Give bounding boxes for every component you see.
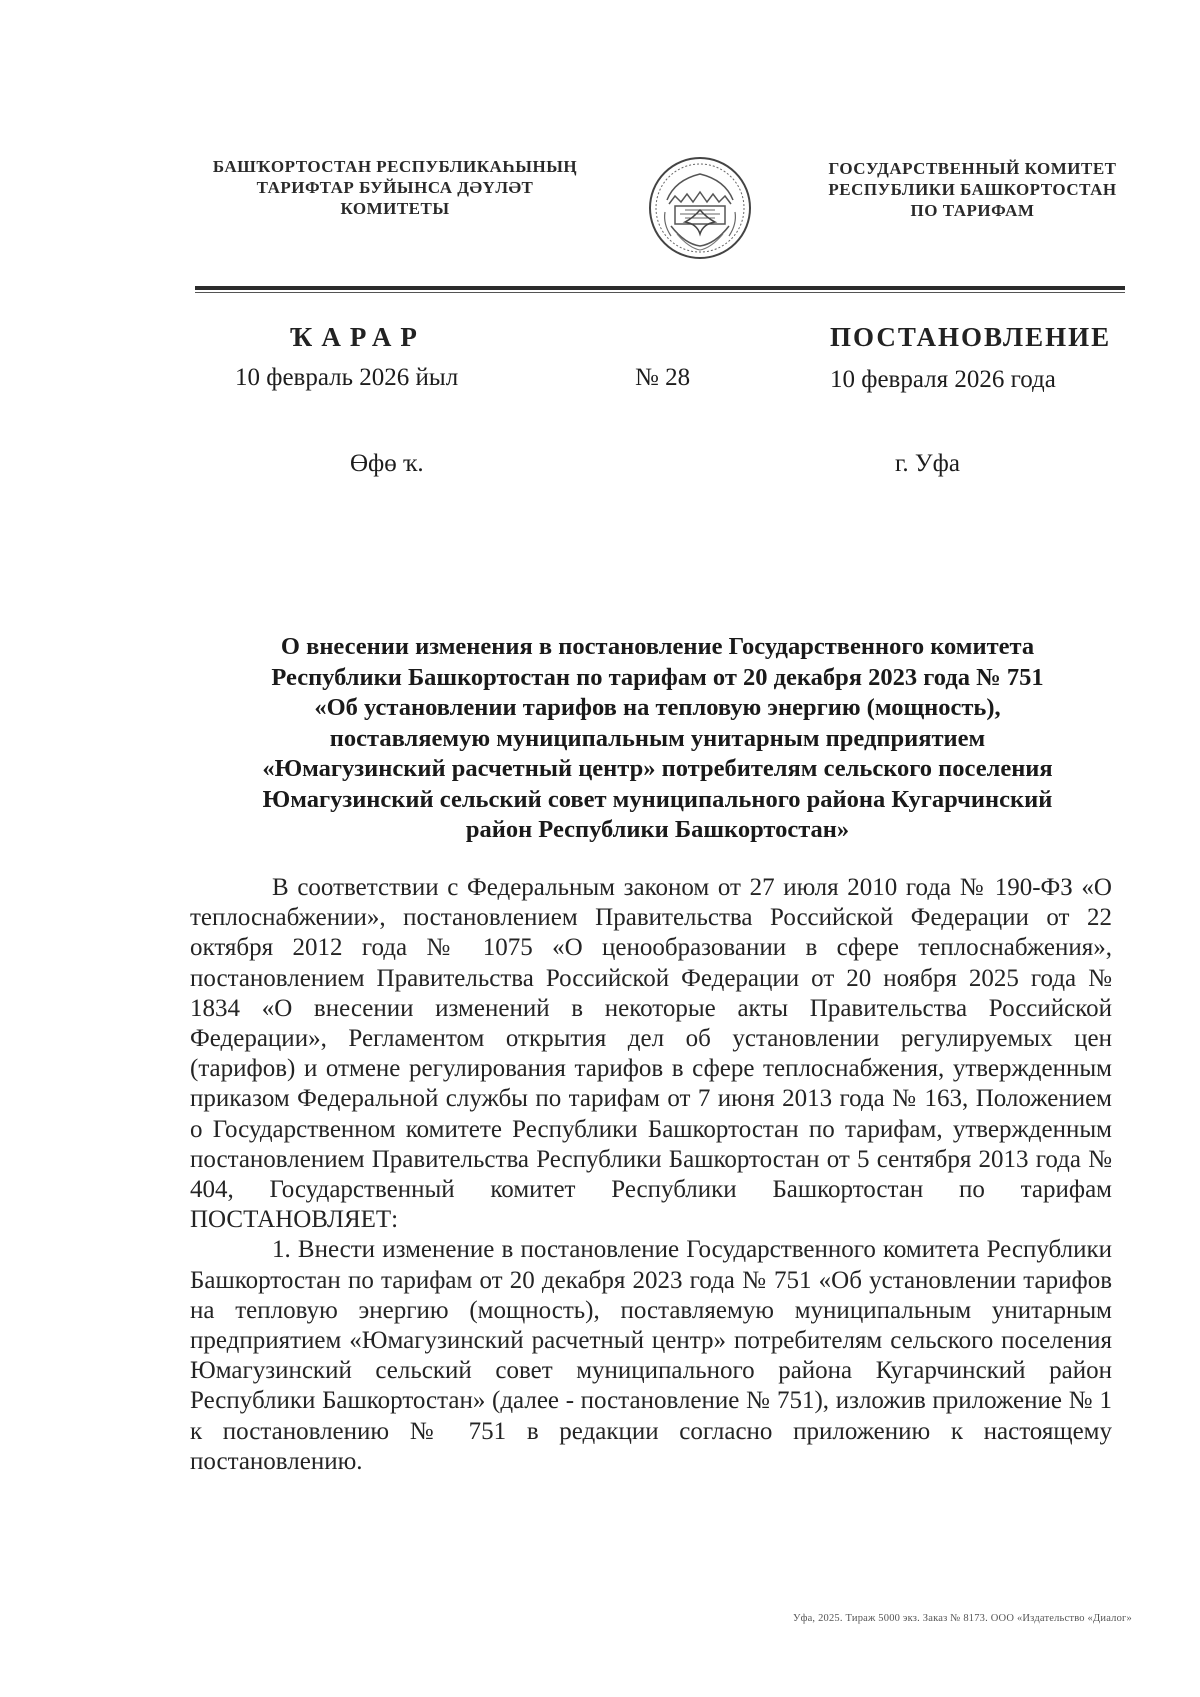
title-line-6: Юмагузинский сельский совет муниципального района Кугарчинский [262,785,1053,813]
title-line-1: О внесении изменения в постановление Государственного комитета [280,633,1035,660]
header-bashkir-authority [180,156,610,219]
item-1-paragraph: 1. Внести изменение в постановление Государственного комитета Республики Башкортостан по тарифам от 20 декабря 2023 года № 751 «Об установлении тарифов на тепловую энергию (мощность), поставляемую муниципальным унитарным предприятием «Юмагузинский расчетный центр» потребителям сельского поселения Юмагузинский сельский совет муниципального района Кугарчинский район Республики Башкортостан» (далее - постановление № 751), изложив приложение № 1 к постановлению № 751 в редакции согласно приложению к настоящему постановлению. [190,1236,1112,1475]
document-title [195,632,1120,846]
title-line-5: «Юмагузинский расчетный центр» потребителям сельского поселения [262,755,1053,782]
coat-of-arms-emblem-icon [645,152,755,264]
header-left-line-3: КОМИТЕТЫ [340,199,450,218]
header-right-line-2: РЕСПУБЛИКИ БАШКОРТОСТАН [828,180,1117,199]
header-right-line-1: ГОСУДАРСТВЕННЫЙ КОМИТЕТ [828,159,1117,178]
title-line-2: Республики Башкортостан по тарифам от 20 декабря 2023 года № 751 [271,663,1044,691]
title-line-3: «Об установлении тарифов на тепловую энергию (мощность), [314,694,1001,721]
title-line-7: район Республики Башкортостан» [465,816,850,843]
city-russian: г. Уфа [895,450,960,477]
date-russian: 10 февраля 2026 года [830,366,1056,393]
header-right-line-3: ПО ТАРИФАМ [910,201,1035,220]
date-bashkir: 10 февраль 2026 йыл [235,364,459,391]
header-left-line-1: БАШҠОРТОСТАН РЕСПУБЛИКАҺЫНЫҢ [212,157,578,176]
postanovlenie-label: ПОСТАНОВЛЕНИЕ [830,322,1112,352]
title-line-4: поставляемую муниципальным унитарным предприятием [329,724,986,752]
print-footer: Уфа, 2025. Тираж 5000 экз. Заказ № 8173. ООО «Издательство «Диалог» [792,1613,1132,1624]
header-left-line-2: ТАРИФТАР БУЙЫНСА ДӘҮЛӘТ [256,178,534,197]
header-divider-thick [195,286,1125,290]
city-bashkir: Өфө ҡ. [350,450,424,477]
header-divider-thin [195,292,1125,293]
decree-number: № 28 [635,364,691,391]
karar-label: ҠАРАР [290,322,426,352]
header-russian-authority [800,158,1145,221]
preamble-paragraph: В соответствии с Федеральным законом от 27 июля 2010 года № 190-ФЗ «О теплоснабжении», постановлением Правительства Российской Федерации от 22 октября 2012 года № 1075 «О ценообразовании в сфере теплоснабжения», постановлением Правительства Российской Федерации от 20 ноября 2025 года № 1834 «О внесении изменений в некоторые акты Правительства Российской Федерации», Регламентом открытия дел об установлении регулируемых цен (тарифов) и отмене регулирования тарифов в сфере теплоснабжения, утвержденным приказом Федеральной службы по тарифам от 7 июня 2013 года № 163, Положением о Государственном комитете Республики Башкортостан по тарифам, утвержденным постановлением Правительства Республики Башкортостан от 5 сентября 2013 года № 404, Государственный комитет Республики Башкортостан по тарифам ПОСТАНОВЛЯЕТ: [190,874,1112,1234]
document-body [190,873,1112,1477]
